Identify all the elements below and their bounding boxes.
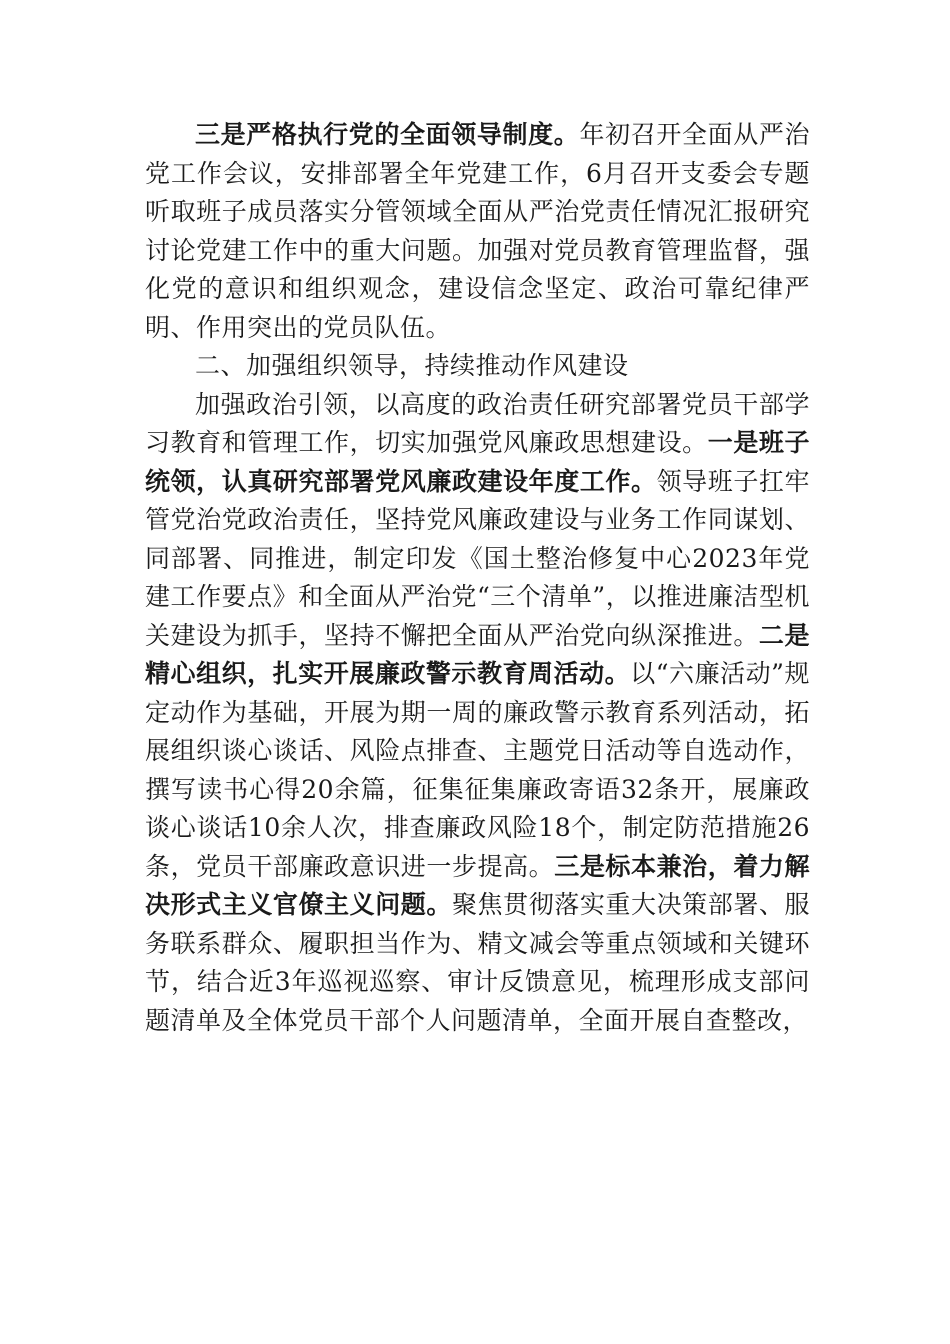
point-2-lead: 二是精心组织，扎实开展廉政警示教育周活动。: [145, 620, 810, 688]
paragraph-2: [145, 386, 810, 1041]
point-1-lead: 一是班子统领，认真研究部署党风廉政建设年度工作。: [145, 428, 810, 496]
point-1-text: 领导班子扛牢管党治党政治责任，坚持党风廉政建设与业务工作同谋划、同部署、同推进，制定印发《国土整治修复中心2023年党建工作要点》和全面从严治党“三个清单”，以推进廉洁型机关建设为抓手，坚持不懈把全面从严治党向纵深推进。: [145, 466, 810, 650]
paragraph-1-lead: 三是严格执行党的全面领导制度。: [195, 120, 580, 149]
point-3-lead: 三是标本兼治，着力解决形式主义官僚主义问题。: [145, 851, 810, 919]
paragraph-2-intro: 加强政治引领，以高度的政治责任研究部署党员干部学习教育和管理工作，切实加强党风廉政思想建设。: [145, 389, 810, 457]
section-heading-2: 二、加强组织领导，持续推动作风建设: [195, 351, 629, 380]
paragraph-1: [145, 116, 810, 347]
point-3-text: 聚焦贯彻落实重大决策部署、服务联系群众、履职担当作为、精文减会等重点领域和关键环节，结合近3年巡视巡察、审计反馈意见，梳理形成支部问题清单及全体党员干部个人问题清单，全面开展自查整改，: [145, 890, 810, 1035]
document-body: [145, 116, 810, 1040]
point-2-text: 以“六廉活动”规定动作为基础，开展为期一周的廉政警示教育系列活动，拓展组织谈心谈话、风险点排查、主题党日活动等自选动作，撰写读书心得20余篇，征集征集廉政寄语32条开，展廉政谈心谈话10余人次，排查廉政风险18个，制定防范措施26条，党员干部廉政意识进一步提高。: [145, 659, 810, 881]
paragraph-1-text: 年初召开全面从严治党工作会议，安排部署全年党建工作，6月召开支委会专题听取班子成员落实分管领域全面从严治党责任情况汇报研究讨论党建工作中的重大问题。加强对党员教育管理监督，强化党的意识和组织观念，建设信念坚定、政治可靠纪律严明、作用突出的党员队伍。: [145, 120, 810, 342]
